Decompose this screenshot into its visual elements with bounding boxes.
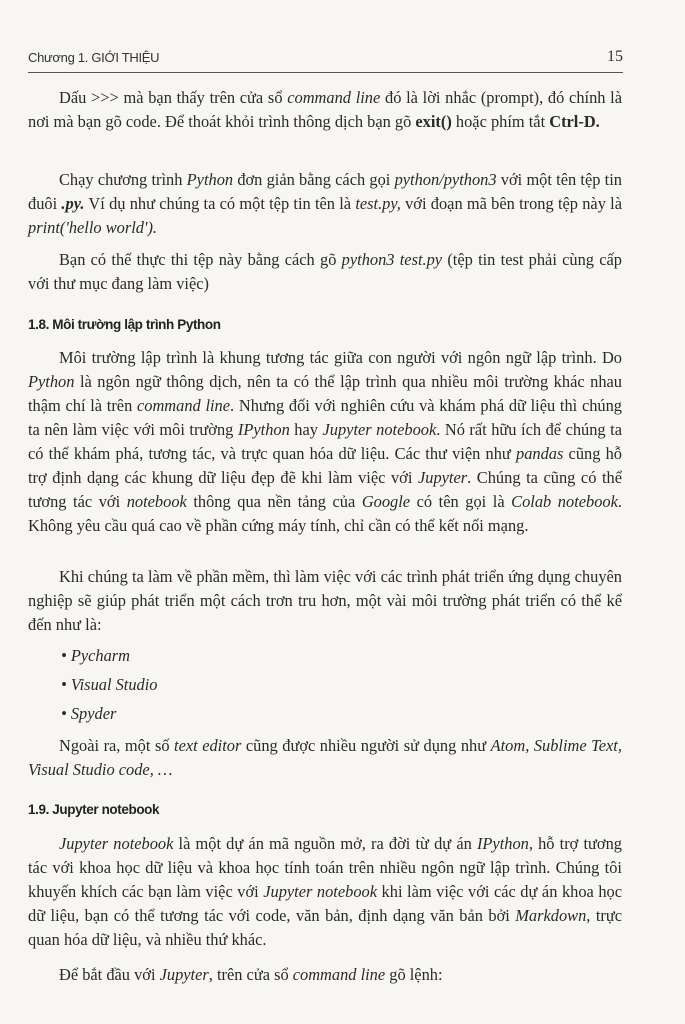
text-run: print('hello world').	[28, 218, 158, 237]
text-run: command line	[292, 965, 386, 984]
paragraph	[28, 832, 622, 952]
paragraph	[28, 86, 622, 134]
text-run: , trực quan hóa dữ liệu, và nhiều thứ khác.	[28, 906, 622, 949]
text-run: Jupyter notebook	[263, 882, 378, 901]
text-run: Ngoài ra, một số	[59, 736, 175, 755]
section-heading: 1.9. Jupyter notebook	[28, 802, 160, 817]
text-run: hay	[289, 420, 323, 439]
text-run: python/python3	[394, 170, 497, 189]
text-run: Python	[28, 372, 75, 391]
text-run: .py.	[61, 194, 85, 213]
text-run: Khi chúng ta làm về phần mềm, thì làm việc với các trình phát triển ứng dụng chuyên nghiệp sẽ giúp phát triển một cách trơn tru hơn, một vài môi trường phát triển có thể kể đến như là:	[28, 567, 622, 634]
text-run: Jupyter notebook	[322, 420, 437, 439]
text-run: thông qua nền tảng của	[186, 492, 362, 511]
section-heading: 1.8. Môi trường lập trình Python	[28, 317, 221, 332]
text-run: python3 test.py	[341, 250, 443, 269]
text-run: . Chúng ta cũng có thể tương tác với	[28, 468, 622, 511]
bullet-item: • Visual Studio	[61, 675, 158, 694]
text-run: đó là lời nhắc (prompt), đó chính là nơi mà bạn gõ code. Để thoát khỏi trình thông dịch bạn gõ	[28, 88, 623, 131]
text-run: có tên gọi là	[410, 492, 512, 511]
paragraph	[28, 565, 622, 637]
text-run: . Nó rất hữu ích để chúng ta có thể khám phá, tương tác, và trực quan hóa dữ liệu. Các thư viện như	[28, 420, 622, 463]
text-run: Jupyter notebook	[59, 834, 174, 853]
text-run: với đoạn mã bên trong tệp này là	[400, 194, 622, 213]
text-run: Google	[361, 492, 411, 511]
text-run: notebook	[126, 492, 187, 511]
text-run: Atom, Sublime Text, Visual Studio code, …	[28, 736, 622, 779]
paragraph	[28, 963, 622, 987]
bullet-item: • Spyder	[61, 704, 117, 723]
text-run: là một dự án mã nguồn mở, ra đời từ dự án	[173, 834, 477, 853]
text-run: Python	[186, 170, 234, 189]
text-run: . Không yêu cầu quá cao về phần cứng máy tính, chỉ cần có thể kết nối mạng.	[28, 492, 622, 535]
text-run: Dấu >>> mà bạn thấy trên cửa sổ	[59, 88, 288, 107]
text-run: text editor	[174, 736, 242, 755]
text-run: pandas	[516, 444, 564, 463]
text-run: hoặc phím tắt	[451, 112, 550, 131]
text-run: Jupyter	[159, 965, 209, 984]
text-run: Ctrl-D.	[549, 112, 600, 131]
page-number: 15	[607, 48, 623, 65]
text-run: Markdown	[515, 906, 587, 925]
paragraph	[28, 346, 622, 538]
text-run: Jupyter	[417, 468, 468, 487]
text-run: Colab notebook	[511, 492, 618, 511]
text-run: Chạy chương trình	[59, 170, 187, 189]
text-run: exit()	[415, 112, 452, 131]
text-run: Để bắt đầu với	[59, 965, 160, 984]
text-run: gõ lệnh:	[385, 965, 443, 984]
text-run: cũng hỗ trợ định dạng các khung dữ liệu đẹp đẽ khi làm việc với	[28, 444, 622, 487]
text-run: test.py,	[355, 194, 401, 213]
paragraph	[28, 734, 622, 782]
text-run: command line	[287, 88, 381, 107]
text-run: , trên cửa sổ	[208, 965, 293, 984]
text-run: command line	[137, 396, 231, 415]
paragraph	[28, 168, 622, 240]
text-run: Môi trường lập trình là khung tương tác giữa con người với ngôn ngữ lập trình. Do	[59, 348, 622, 367]
running-header	[28, 48, 623, 73]
paragraph	[28, 248, 622, 296]
text-run: , hỗ trợ tương tác với khoa học dữ liệu và khoa học tính toán trên nhiều ngôn ngữ lập trình. Chúng tôi khuyến khích các bạn làm việc với	[28, 834, 622, 901]
chapter-title: Chương 1. GIỚI THIỆU	[28, 50, 160, 65]
text-run: IPython	[476, 834, 529, 853]
text-run: (tệp tin test phải cùng cấp với thư mục đang làm việc)	[28, 250, 623, 293]
bullet-item: • Pycharm	[61, 646, 131, 665]
text-run: Bạn có thể thực thi tệp này bằng cách gõ	[59, 250, 342, 269]
text-run: Ví dụ như chúng ta có một tệp tin tên là	[84, 194, 356, 213]
text-run: với một tên tệp tin đuôi	[28, 170, 622, 213]
text-run: . Nhưng đối với nghiên cứu và khám phá dữ liệu thì chúng ta nên làm việc với môi trường	[28, 396, 622, 439]
text-run: đơn giản bằng cách gọi	[233, 170, 395, 189]
text-run: cũng được nhiều người sử dụng như	[241, 736, 491, 755]
text-run: IPython	[237, 420, 290, 439]
text-run: khi làm việc với các dự án khoa học dữ liệu, bạn có thể tương tác với code, văn bản, định dạng văn bản bởi	[28, 882, 623, 925]
text-run: là ngôn ngữ thông dịch, nên ta có thể lập trình qua nhiều môi trường khác nhau thậm chí là trên	[28, 372, 622, 415]
